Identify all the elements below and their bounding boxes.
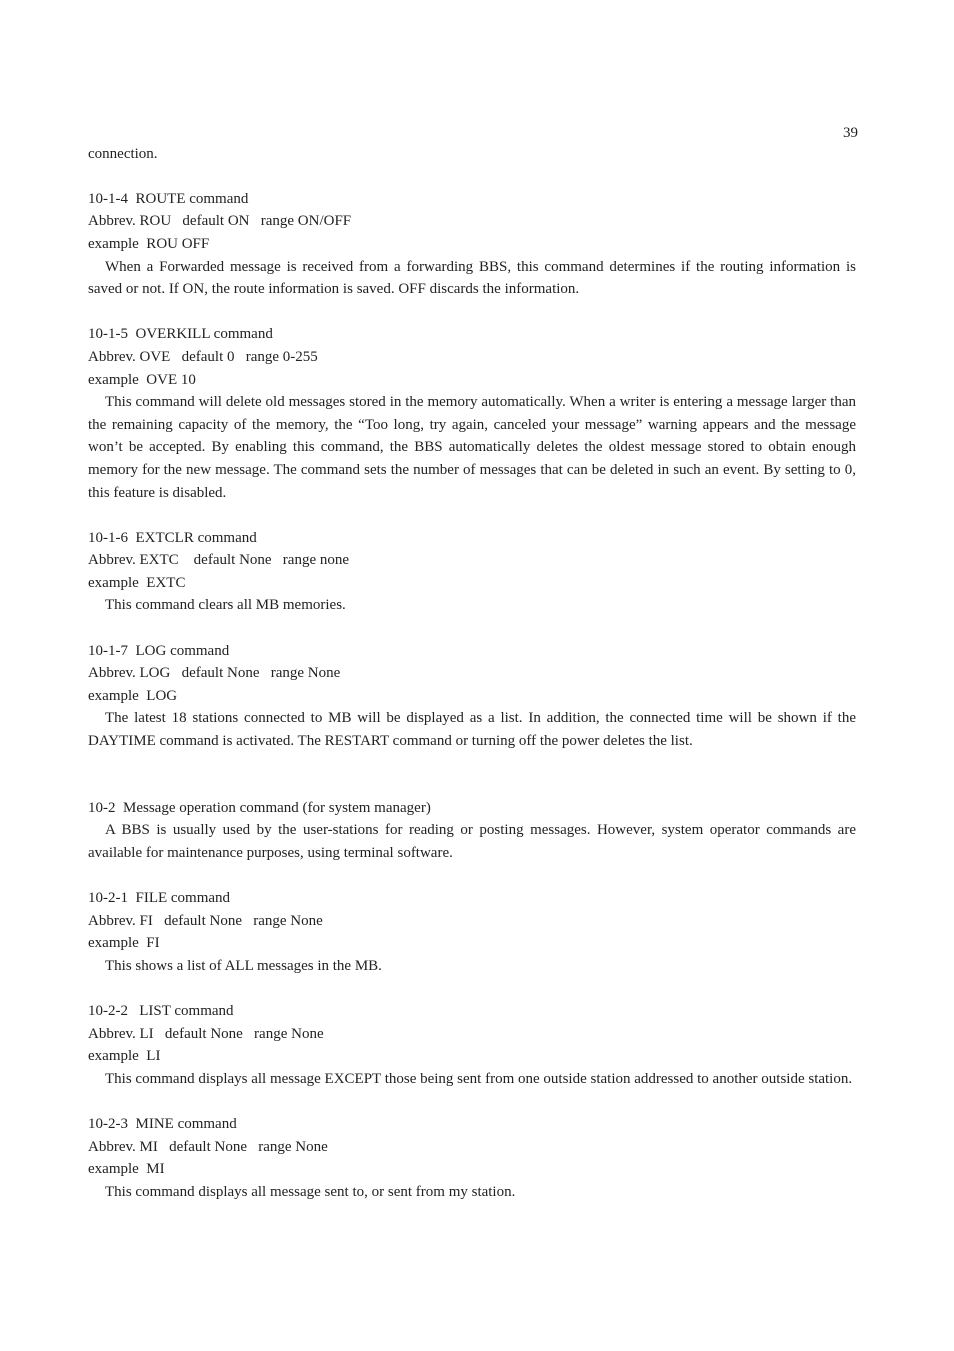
command-example: example MI <box>88 1161 165 1178</box>
section-description: A BBS is usually used by the user-stations for reading or posting messages. However, system operator commands are available for maintenance purposes, using terminal software. <box>88 822 856 861</box>
section-title: 10-1-7 LOG command <box>88 642 230 659</box>
section-overkill-command <box>88 323 856 504</box>
page-number: 39 <box>843 125 858 141</box>
section-extclr-command <box>88 527 856 617</box>
section-route-command <box>88 188 856 301</box>
section-mine-command <box>88 1113 856 1203</box>
command-example: example EXTC <box>88 574 186 591</box>
section-title: 10-1-5 OVERKILL command <box>88 326 273 343</box>
command-abbrev: Abbrev. FI default None range None <box>88 912 323 929</box>
section-description: This command will delete old messages stored in the memory automatically. When a writer is entering a message larger than the remaining capacity of the memory, the “Too long, try again, canceled your message” warning appears and the message won’t be accepted. By enabling this command, the BBS automatically deletes the oldest message stored to obtain enough memory for the new message. The command sets the number of messages that can be deleted in such an event. By setting to 0, this feature is disabled. <box>88 394 856 501</box>
command-abbrev: Abbrev. MI default None range None <box>88 1138 328 1155</box>
command-abbrev: Abbrev. EXTC default None range none <box>88 552 350 569</box>
command-example: example FI <box>88 935 160 952</box>
section-list-command <box>88 1000 856 1090</box>
section-title: 10-2-2 LIST command <box>88 1002 234 1019</box>
section-description: The latest 18 stations connected to MB will be displayed as a list. In addition, the connected time will be shown if the DAYTIME command is activated. The RESTART command or turning off the power deletes the list. <box>88 710 856 750</box>
section-title: 10-2 Message operation command (for system manager) <box>88 799 431 816</box>
section-description: When a Forwarded message is received from a forwarding BBS, this command determines if the routing information is saved or not. If ON, the route information is saved. OFF discards the information. <box>88 258 856 298</box>
section-log-command <box>88 640 856 753</box>
command-abbrev: Abbrev. LI default None range None <box>88 1025 324 1042</box>
command-example: example OVE 10 <box>88 371 196 388</box>
section-description: This shows a list of ALL messages in the MB. <box>105 957 382 974</box>
section-title: 10-1-4 ROUTE command <box>88 190 249 207</box>
section-title: 10-2-3 MINE command <box>88 1115 237 1132</box>
section-description: This command clears all MB memories. <box>105 597 346 614</box>
section-description: This command displays all message sent to, or sent from my station. <box>105 1183 516 1200</box>
section-title: 10-1-6 EXTCLR command <box>88 529 257 546</box>
command-example: example ROU OFF <box>88 235 210 252</box>
command-example: example LOG <box>88 687 178 704</box>
document-body <box>88 120 856 1203</box>
section-title: 10-2-1 FILE command <box>88 890 231 906</box>
command-abbrev: Abbrev. ROU default ON range ON/OFF <box>88 213 352 230</box>
section-message-operation <box>88 797 856 865</box>
intro-line: connection. <box>88 145 158 162</box>
section-description: This command displays all message EXCEPT those being sent from one outside station addressed to another outside station. <box>105 1070 853 1087</box>
command-example: example LI <box>88 1048 161 1065</box>
command-abbrev: Abbrev. LOG default None range None <box>88 665 341 682</box>
section-file-command <box>88 887 856 977</box>
command-abbrev: Abbrev. OVE default 0 range 0-255 <box>88 348 318 365</box>
